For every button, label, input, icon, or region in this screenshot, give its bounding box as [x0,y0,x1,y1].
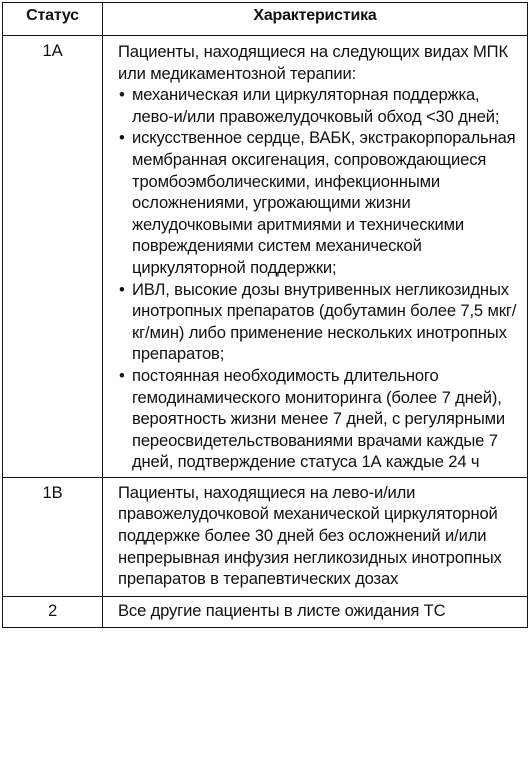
table-row-status-1b [3,477,528,596]
bullet-icon: • [119,128,125,148]
criteria-item [118,365,523,473]
criteria-item [118,84,523,127]
table-row-status-2 [3,596,528,627]
bullet-icon: • [119,279,125,299]
criteria-text: механическая или циркуляторная поддержка, лево-и/или правожелудочковый обход <30 дней; [132,85,500,126]
description-intro: Пациенты, находящиеся на следующих видах МПК или медикаментозной терапии: [118,42,508,83]
criteria-text: ИВЛ, высокие дозы внутривенных негликозидных инотропных препаратов (добутамин более 7,5 мкг/кг/мин) либо применение нескольких инотропных препаратов; [132,279,517,364]
criteria-item [118,127,523,278]
criteria-text: постоянная необходимость длительного гемодинамического мониторинга (более 7 дней), вероятность жизни менее 7 дней, с регулярными переосвидетельствованиями врачами каждые 7 дней, подтверждение статуса 1А каждые 24 ч [132,365,506,472]
table-header-row [3,3,528,36]
status-table [2,2,528,628]
criteria-item [118,279,523,365]
bullet-icon: • [119,85,125,105]
status-cell: 1А [3,36,103,478]
criteria-text: искусственное сердце, ВАБК, экстракорпоральная мембранная оксигенация, сопровождающиеся тромбоэмболическими, инфекционными осложнениями, угрожающими жизни желудочковыми аритмиями и техническими повреждениями систем механической циркуляторной поддержки; [132,128,516,277]
status-cell: 1В [3,477,103,596]
bullet-icon: • [119,365,125,385]
status-table-container [2,2,527,628]
description-cell [103,36,528,478]
table-row-status-1a [3,36,528,478]
status-cell: 2 [3,596,103,627]
description-cell: Пациенты, находящиеся на лево-и/или правожелудочковой механической циркуляторной поддержке более 30 дней без осложнений и/или непрерывная инфузия негликозидных инотропных препаратов в терапевтических дозах [103,477,528,596]
header-description: Характеристика [103,3,528,36]
description-cell: Все другие пациенты в листе ожидания ТС [103,596,528,627]
header-status: Статус [3,3,103,36]
criteria-list [118,84,523,473]
